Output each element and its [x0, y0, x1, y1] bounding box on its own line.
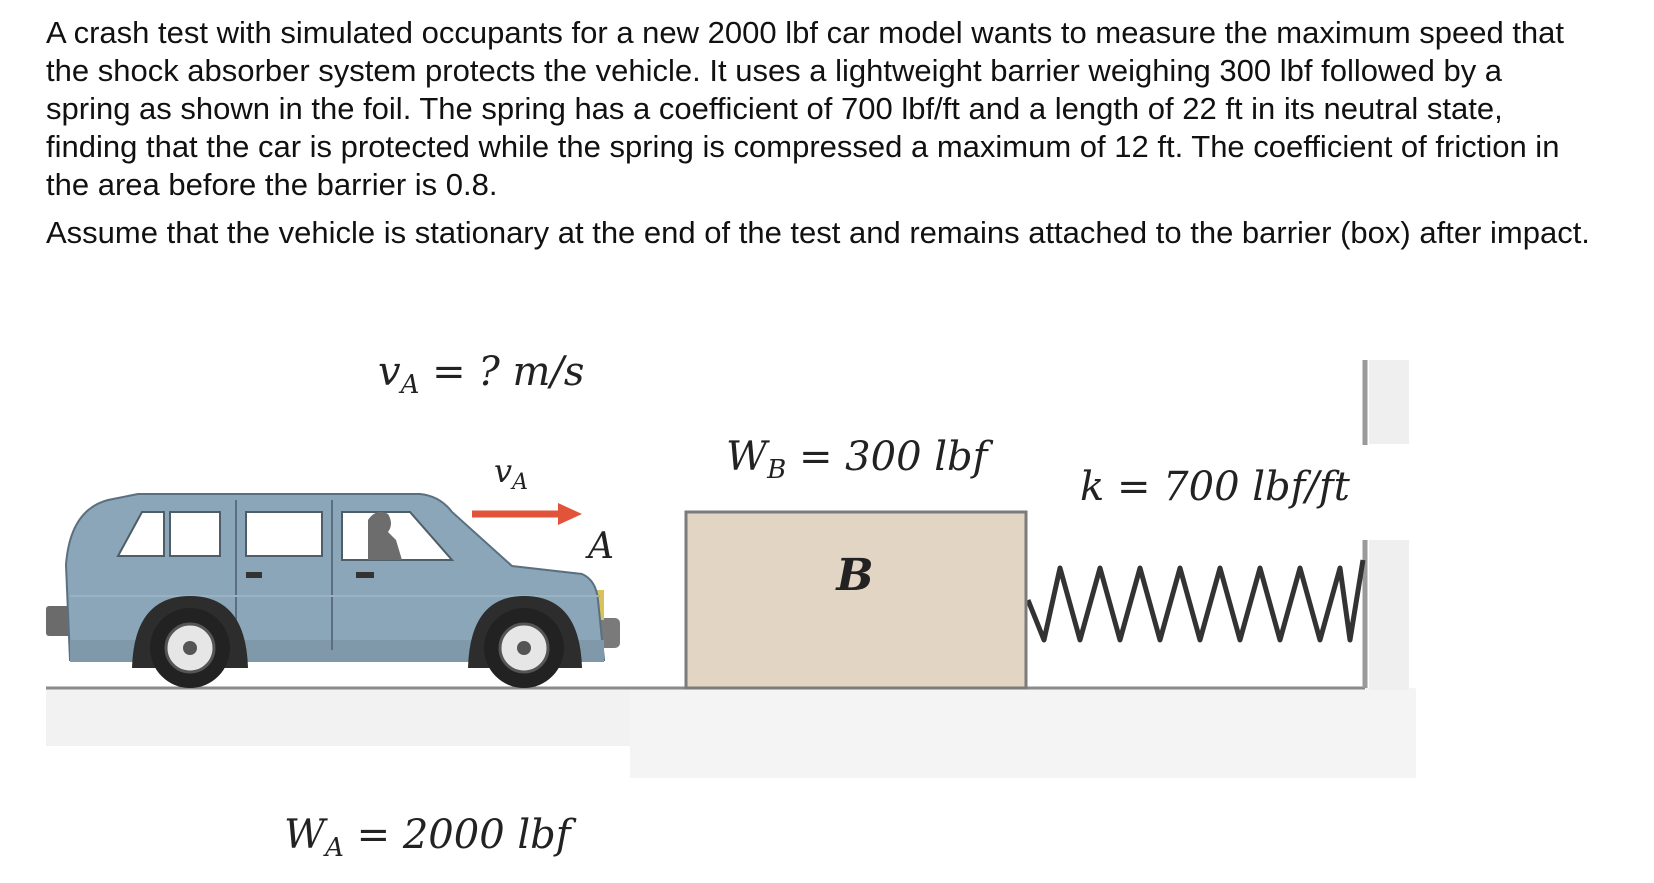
- problem-line: finding that the car is protected while the spring is compressed a maximum of 12 ft. The coefficient of friction in: [46, 129, 1560, 164]
- problem-line: the area before the barrier is 0.8.: [46, 167, 498, 202]
- velocity-arrow-label: $v_A$: [494, 452, 528, 495]
- box-label: B: [836, 550, 874, 601]
- rear-wheel-icon: [150, 608, 230, 688]
- car-weight-label: $W_A = 2000$ lbf: [284, 812, 571, 863]
- problem-line: the shock absorber system protects the vehicle. It uses a lightweight barrier weighing 300 lbf followed by a: [46, 53, 1503, 88]
- problem-paragraph-2: Assume that the vehicle is stationary at the end of the test and remains attached to the barrier (box) after impact.: [46, 215, 1590, 250]
- wall-shadow-lower: [1369, 540, 1409, 690]
- floor-shadow: [630, 688, 1416, 778]
- problem-line: A crash test with simulated occupants for a new 2000 lbf car model wants to measure the maximum speed that: [46, 15, 1565, 50]
- velocity-arrow-head: [558, 503, 582, 525]
- point-a-label: A: [588, 526, 614, 567]
- wall-shadow: [1369, 360, 1409, 444]
- barrier-weight-label: $W_B = 300$ lbf: [726, 434, 988, 485]
- spring-constant-label: k = 700 lbf/ft: [1080, 464, 1350, 510]
- problem-line: spring as shown in the foil. The spring has a coefficient of 700 lbf/ft and a length of 22 ft in its neutral state,: [46, 91, 1503, 126]
- front-wheel-icon: [484, 608, 564, 688]
- velocity-question-label: $v_A$ = ? m/s: [378, 349, 585, 400]
- spring: [1028, 560, 1363, 640]
